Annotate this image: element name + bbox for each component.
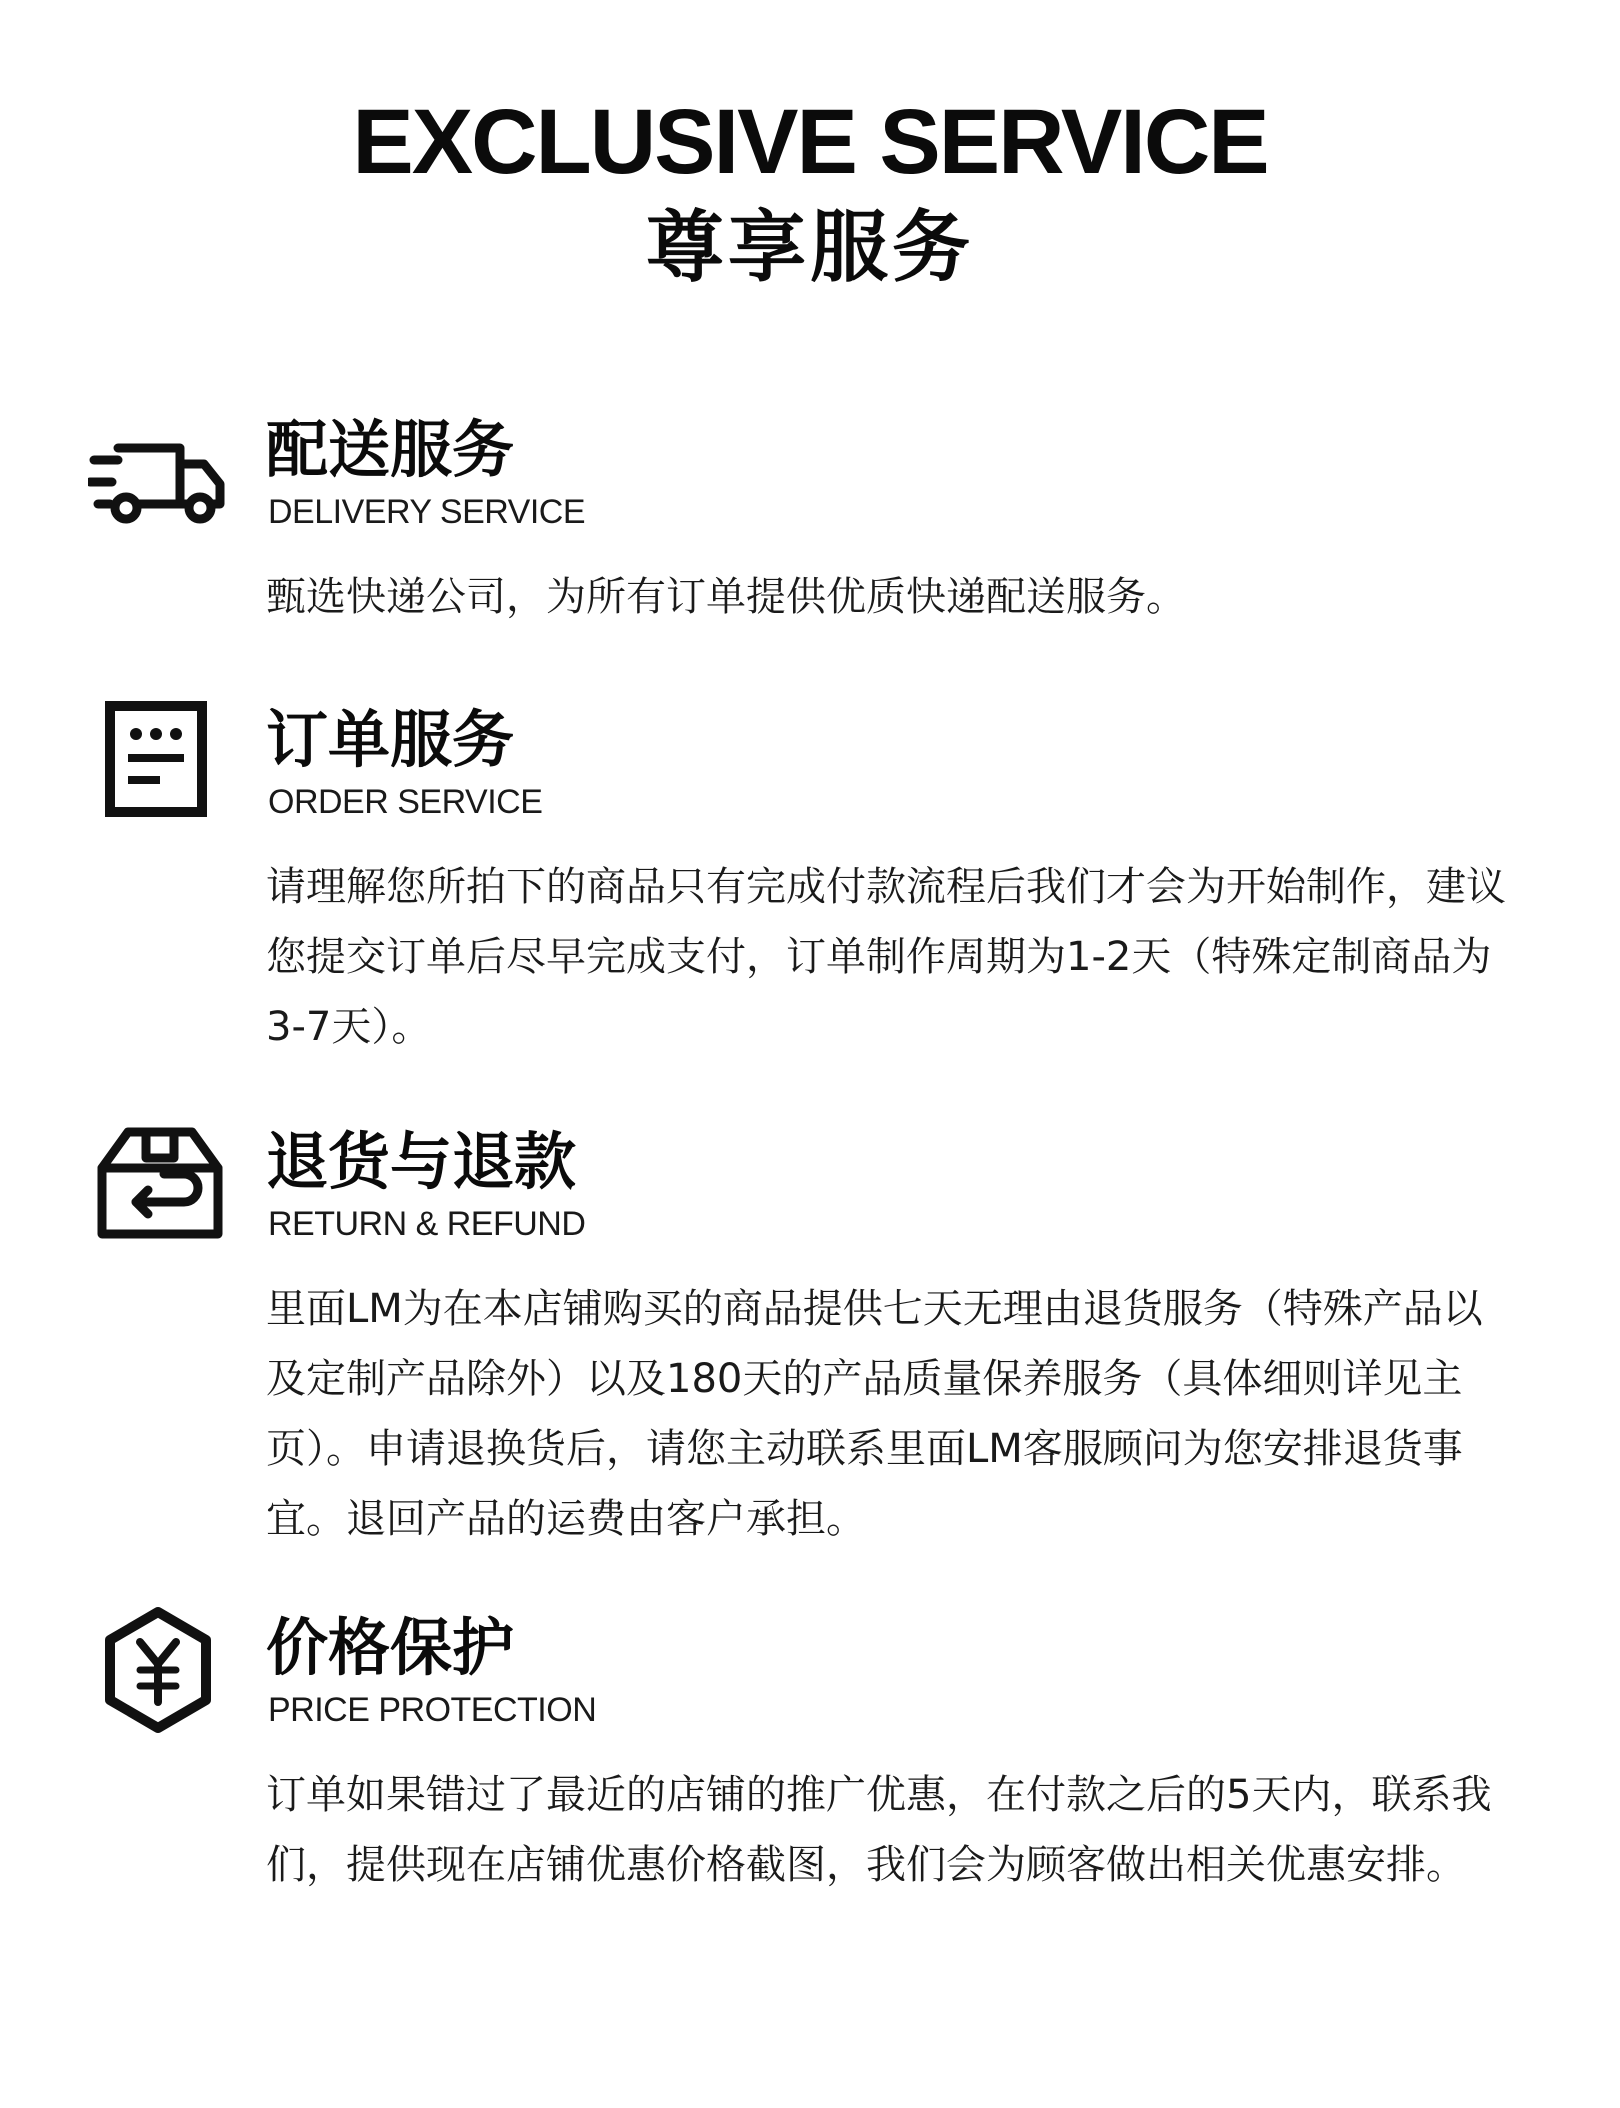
section-title-en: PRICE PROTECTION <box>268 1691 597 1729</box>
order-document-icon <box>88 696 228 826</box>
section-title-zh: 订单服务 <box>266 703 515 776</box>
section-body: 甄选快递公司，为所有订单提供优质快递配送服务。 <box>266 574 1186 620</box>
section-title-zh: 退货与退款 <box>266 1125 577 1198</box>
delivery-truck-icon <box>88 420 228 550</box>
section-body: 请理解您所拍下的商品只有完成付款流程后我们才会为开始制作，建议您提交订单后尽早完成支付，订单制作周期为1-2天（特殊定制商品为3-7天）。 <box>266 864 1506 1050</box>
page-header <box>0 92 1620 298</box>
section-title-en: DELIVERY SERVICE <box>268 493 586 531</box>
section-title-zh: 配送服务 <box>266 413 515 486</box>
section-title-en: ORDER SERVICE <box>268 783 543 821</box>
section-body: 订单如果错过了最近的店铺的推广优惠，在付款之后的5天内，联系我们，提供现在店铺优惠价格截图，我们会为顾客做出相关优惠安排。 <box>266 1772 1492 1888</box>
page-title-zh: 尊享服务 <box>645 203 974 293</box>
section-body: 里面LM为在本店铺购买的商品提供七天无理由退货服务（特殊产品以及定制产品除外）以及180天的产品质量保养服务（具体细则详见主页）。申请退换货后，请您主动联系里面LM客服顾问为您安排退货事宜。退回产品的运费由客户承担。 <box>266 1286 1483 1542</box>
section-title-en: RETURN & REFUND <box>268 1205 586 1243</box>
return-box-icon <box>88 1118 228 1248</box>
section-title-zh: 价格保护 <box>266 1611 515 1684</box>
yuan-price-icon <box>88 1606 228 1736</box>
page-title-en: EXCLUSIVE SERVICE <box>352 91 1268 193</box>
